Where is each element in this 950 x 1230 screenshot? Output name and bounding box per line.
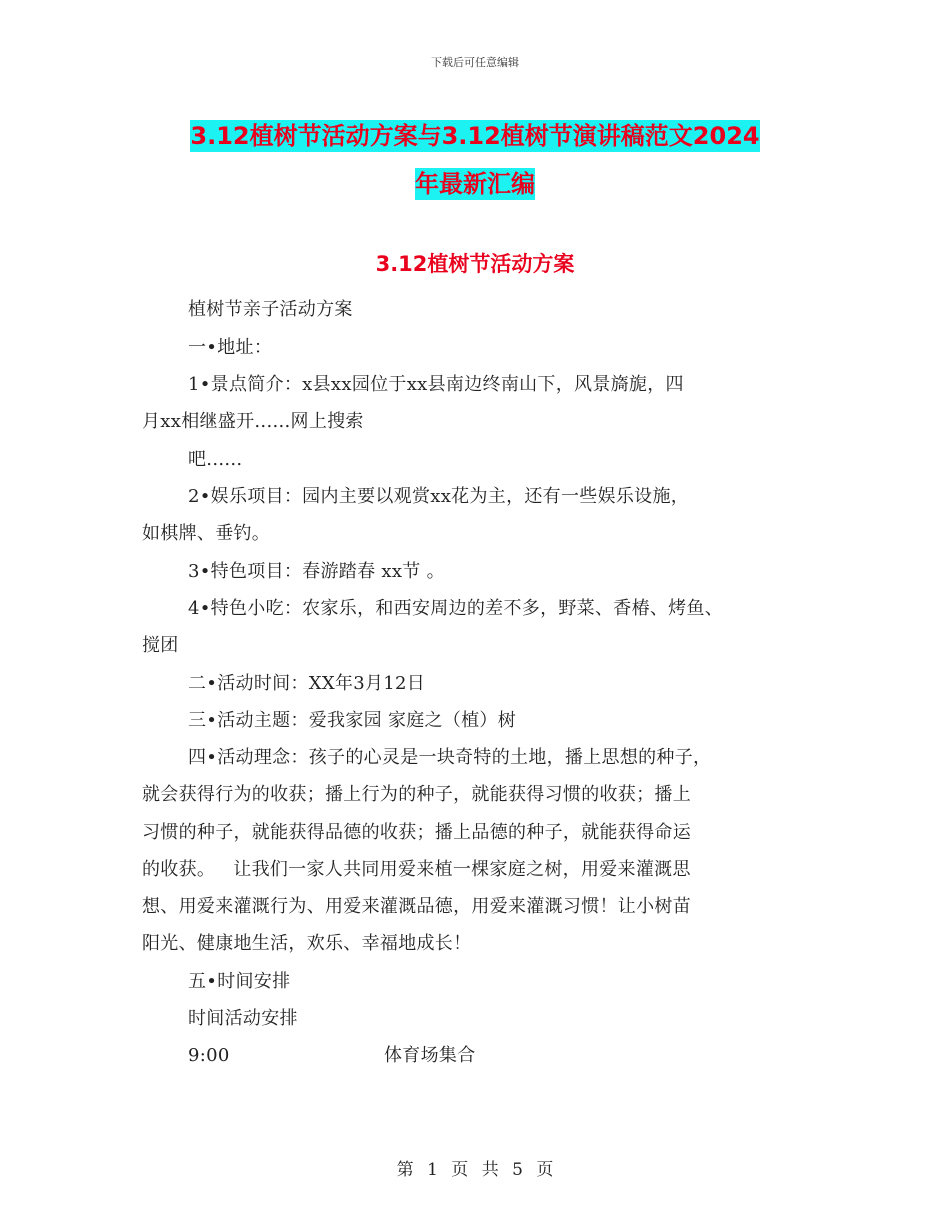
schedule-event: 体育场集合 (384, 1045, 476, 1066)
body-line: 如棋牌、垂钓。 (142, 523, 271, 544)
body-line: 一•地址： (188, 337, 273, 358)
page-total: 5 (512, 1160, 523, 1180)
body-line: 习惯的种子，就能获得品德的收获；播上品德的种子，就能获得命运 (142, 822, 691, 843)
page-number: 1 (427, 1160, 438, 1180)
body-line: 月xx相继盛开......网上搜索 (142, 411, 364, 432)
footer-word: 页 (451, 1160, 469, 1180)
title-line-2: 年最新汇编 (415, 170, 535, 198)
body-line: 2•娱乐项目：园内主要以观赏xx花为主，还有一些娱乐设施， (188, 486, 690, 507)
title-line-1: 3.12植树节活动方案与3.12植树节演讲稿范文2024 (190, 122, 760, 150)
body-line: 就会获得行为的收获；播上行为的种子，就能获得习惯的收获；播上 (142, 784, 691, 805)
body-line: 4•特色小吃：农家乐，和西安周边的差不多，野菜、香椿、烤鱼、 (188, 598, 724, 619)
body-line: 1•景点简介：x县xx园位于xx县南边终南山下，风景旖旎，四 (188, 374, 684, 395)
body-line: 想、用爱来灌溉行为、用爱来灌溉品德，用爱来灌溉习惯！让小树苗 (142, 896, 691, 917)
body-line: 五•时间安排 (188, 971, 291, 992)
document-title (0, 112, 950, 208)
footer-word: 共 (481, 1160, 499, 1180)
body-line: 二•活动时间：XX年3月12日 (188, 673, 426, 694)
body-line: 四•活动理念：孩子的心灵是一块奇特的土地，播上思想的种子， (188, 747, 712, 768)
footer-word: 页 (536, 1160, 554, 1180)
section-heading: 3.12植树节活动方案 (375, 252, 575, 276)
body-line: 时间活动安排 (188, 1008, 298, 1029)
body-line: 3•特色项目：春游踏春 xx节 。 (188, 561, 445, 582)
body-line: 植树节亲子活动方案 (188, 299, 353, 320)
footer-word: 第 (396, 1160, 414, 1180)
header-note: 下载后可任意编辑 (431, 56, 519, 69)
schedule-time: 9:00 (188, 1045, 230, 1066)
body-line: 三•活动主题：爱我家园 家庭之（植）树 (188, 710, 517, 731)
page-footer (0, 1155, 950, 1180)
body-line: 吧...... (188, 449, 243, 470)
body-line: 阳光、健康地生活，欢乐、幸福地成长！ (142, 933, 472, 954)
body-line: 的收获。 让我们一家人共同用爱来植一棵家庭之树，用爱来灌溉思 (142, 859, 691, 880)
body-line: 搅团 (142, 635, 179, 656)
